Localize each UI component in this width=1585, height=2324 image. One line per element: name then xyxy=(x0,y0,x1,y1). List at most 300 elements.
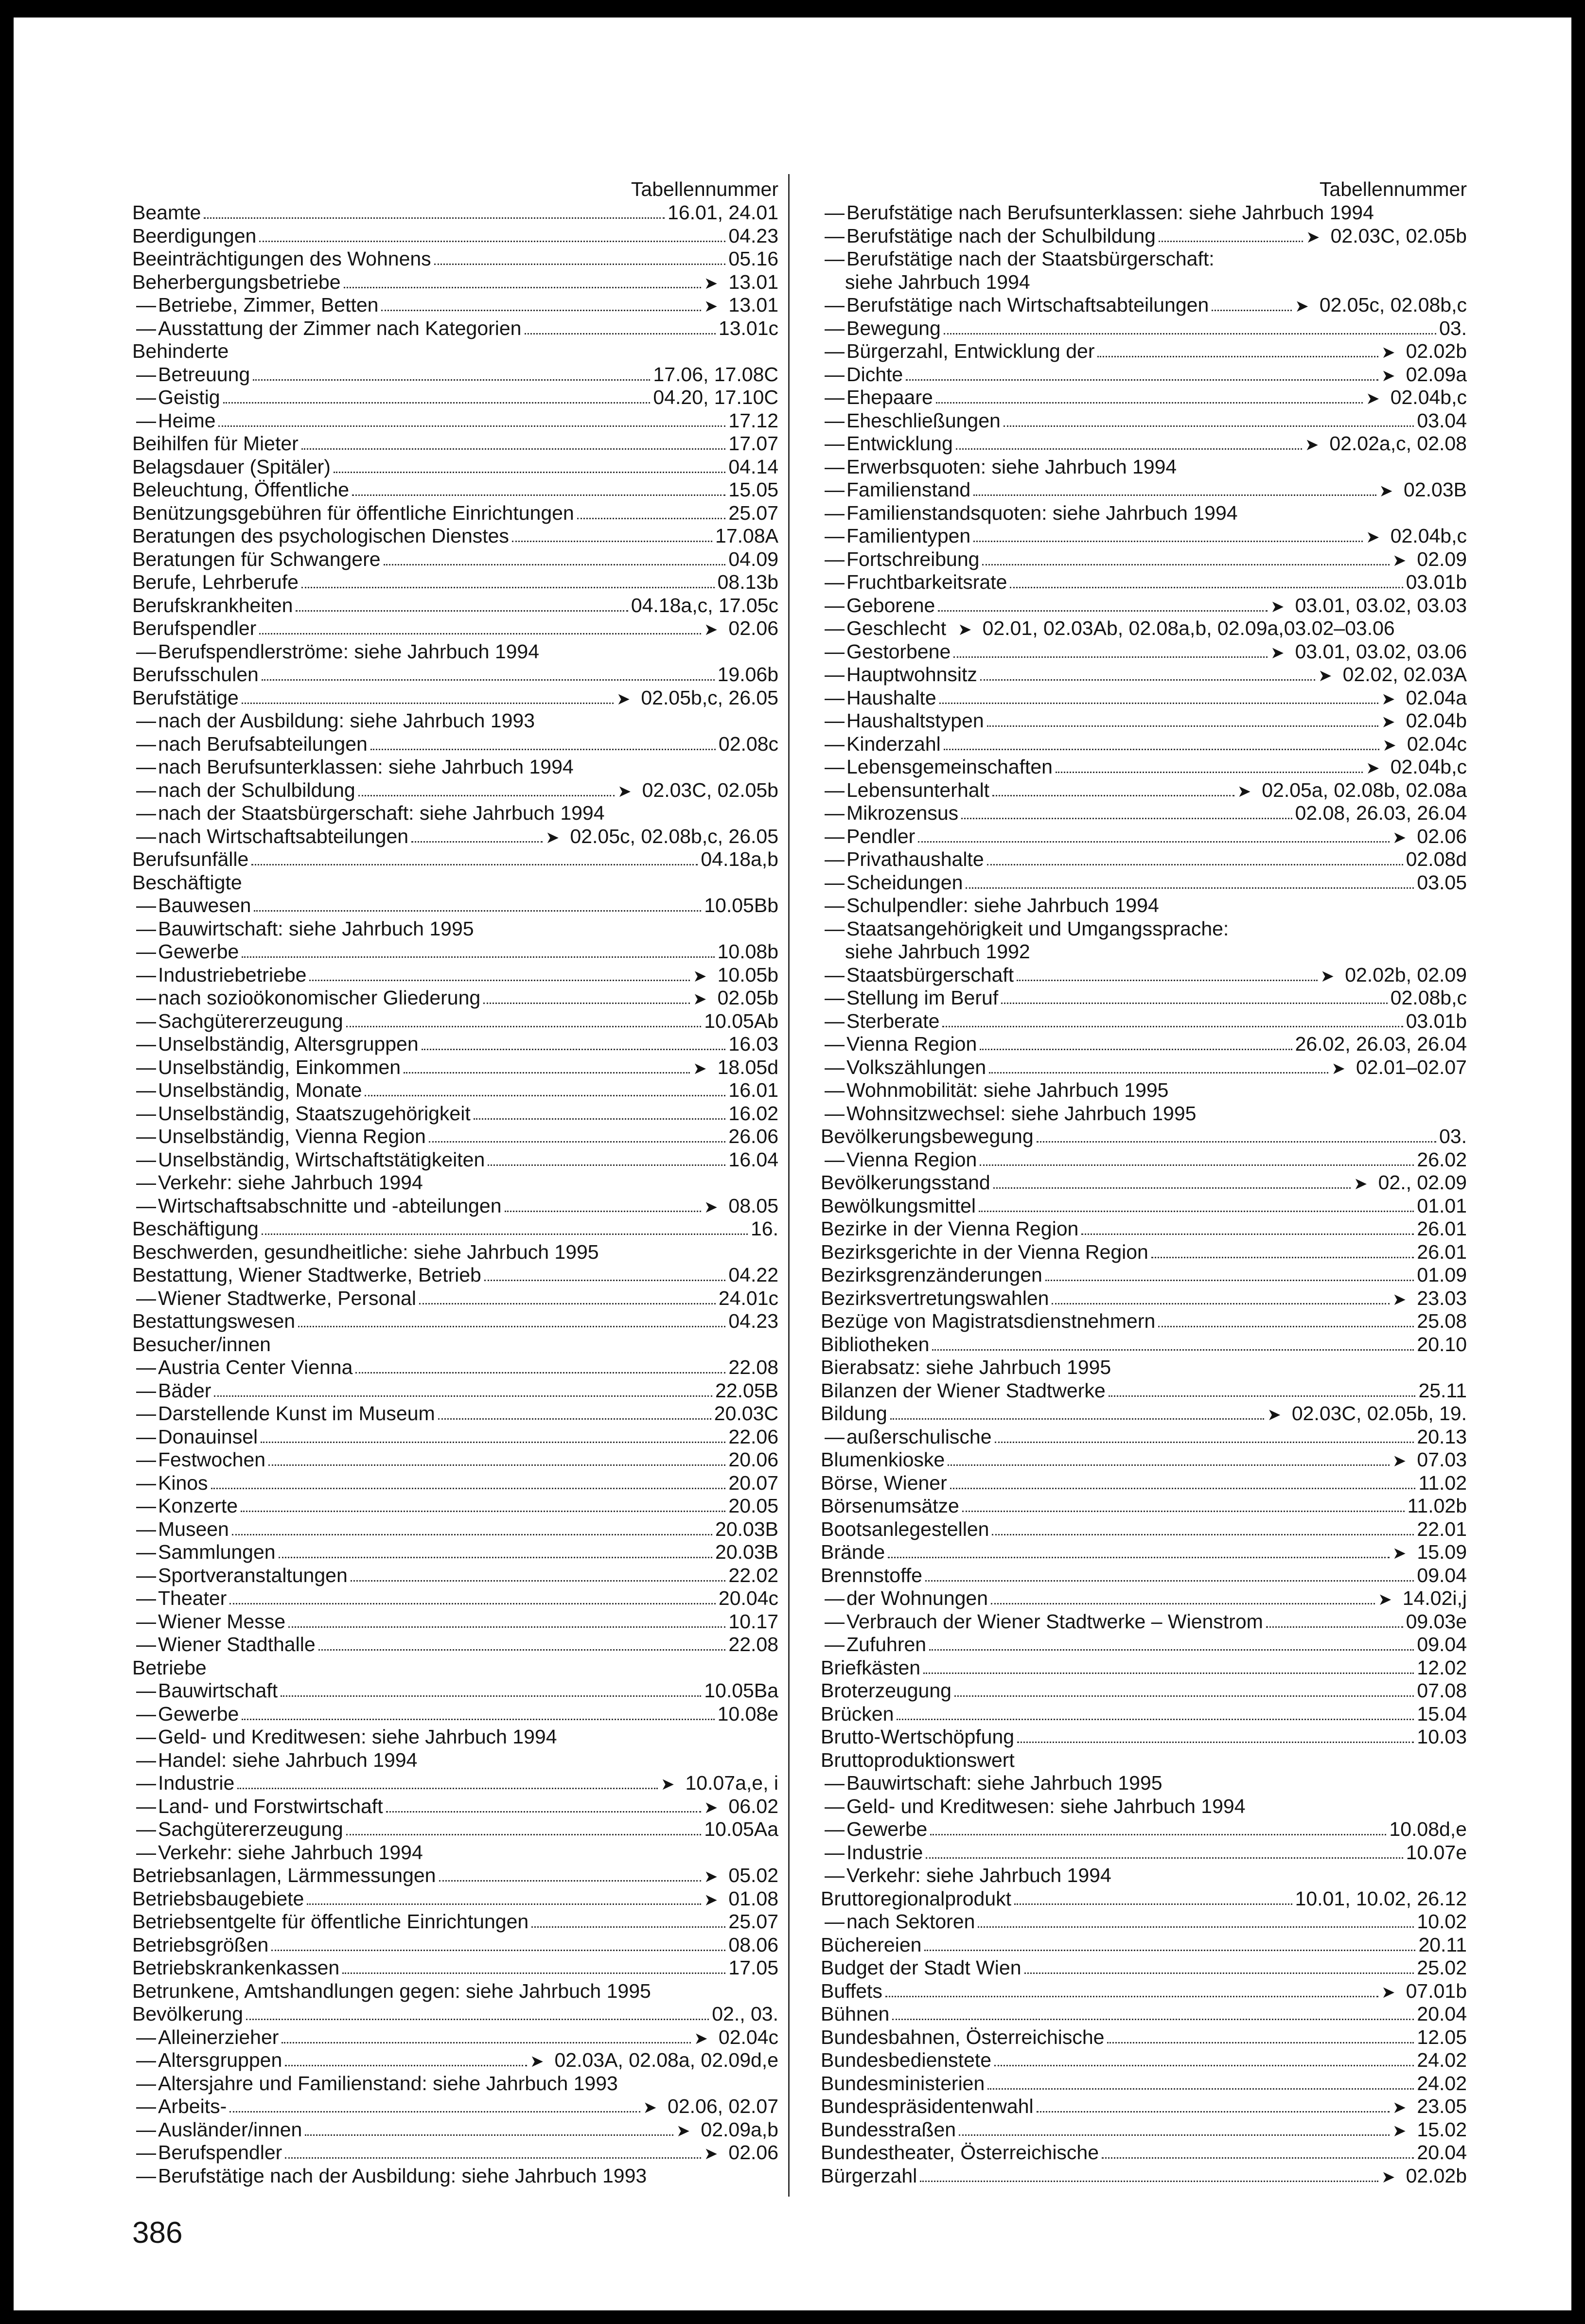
term-text: nach Berufsabteilungen xyxy=(158,732,368,755)
arrow-icon: ➤ xyxy=(704,1197,718,1216)
index-page xyxy=(14,18,1571,2310)
dot-leader xyxy=(229,2111,640,2113)
term-text: Unselbständig, Wirtschaftstätigkeiten xyxy=(158,1148,485,1171)
reference-text: 02.06, 02.07 xyxy=(668,2095,778,2117)
dot-leader xyxy=(924,1950,1415,1951)
table-reference xyxy=(1417,1910,1467,1934)
entry-term xyxy=(821,1541,885,1564)
table-reference xyxy=(1295,1887,1467,1911)
subentry-term xyxy=(132,1795,383,1818)
em-dash: — xyxy=(136,1495,156,1517)
reference-text: 02.02b xyxy=(1406,340,1467,362)
reference-text: 05.16 xyxy=(728,247,778,270)
em-dash: — xyxy=(136,1148,156,1171)
entry-term xyxy=(132,271,341,294)
dot-leader xyxy=(944,333,1436,335)
em-dash: — xyxy=(136,756,156,778)
index-entry xyxy=(132,1264,778,1287)
term-text: Unselbständig, Vienna Region xyxy=(158,1125,426,1147)
em-dash: — xyxy=(136,709,156,732)
dot-leader xyxy=(980,1049,1292,1050)
reference-text: 02.04b,c xyxy=(1390,756,1467,778)
entry-term xyxy=(132,571,299,594)
arrow-icon: ➤ xyxy=(1318,667,1332,685)
index-entry xyxy=(821,1125,1467,1148)
em-dash: — xyxy=(136,1633,156,1655)
index-entry xyxy=(821,1148,1467,1172)
term-text: nach Wirtschaftsabteilungen xyxy=(158,825,409,847)
term-text: Betriebe xyxy=(132,1656,207,1679)
index-entry xyxy=(821,2026,1467,2049)
reference-text: 12.05 xyxy=(1417,2025,1467,2048)
subentry-term xyxy=(132,964,306,987)
dot-leader xyxy=(1109,1395,1416,1397)
index-entry xyxy=(821,1195,1467,1218)
index-entry xyxy=(821,1287,1467,1310)
term-text: Betriebsanlagen, Lärmmessungen xyxy=(132,1864,436,1886)
entry-term xyxy=(821,2165,917,2188)
index-entry xyxy=(821,894,1467,917)
index-entry xyxy=(821,663,1467,687)
table-reference xyxy=(728,478,778,502)
dot-leader xyxy=(285,2157,701,2159)
reference-text: 17.12 xyxy=(728,409,778,432)
table-reference xyxy=(1381,2165,1467,2188)
reference-text: 09.04 xyxy=(1417,1564,1467,1586)
reference-text: 16.04 xyxy=(728,1148,778,1171)
dot-leader xyxy=(923,1673,1414,1674)
term-text: Geschlecht xyxy=(846,617,947,639)
arrow-icon: ➤ xyxy=(704,1867,718,1886)
dot-leader xyxy=(987,2088,1414,2090)
table-reference xyxy=(1417,1241,1467,1264)
term-text: Konzerte xyxy=(158,1495,238,1517)
index-entry xyxy=(132,1379,778,1403)
table-reference xyxy=(1417,2141,1467,2165)
table-reference xyxy=(1392,2118,1467,2142)
index-entry xyxy=(132,940,778,964)
index-column-left xyxy=(132,177,778,2187)
reference-text: 02.04b,c xyxy=(1390,386,1467,408)
em-dash: — xyxy=(136,1610,156,1633)
index-entry xyxy=(821,1864,1467,1887)
index-entry xyxy=(821,802,1467,825)
entry-term xyxy=(132,456,331,479)
table-reference xyxy=(1418,1934,1467,1957)
dot-leader xyxy=(973,494,1376,496)
term-text: Verkehr: siehe Jahrbuch 1994 xyxy=(846,1864,1111,1886)
reference-text: 02.05b,c, 26.05 xyxy=(641,686,778,709)
term-text: Behinderte xyxy=(132,340,229,362)
table-reference xyxy=(631,594,778,617)
term-text: Beherbergungsbetriebe xyxy=(132,270,341,293)
table-reference xyxy=(701,848,778,871)
table-reference xyxy=(704,1195,778,1218)
reference-text: 11.02b xyxy=(1407,1495,1467,1517)
subentry-term xyxy=(132,894,251,917)
term-text: Heime xyxy=(158,409,216,432)
index-entry xyxy=(132,640,778,664)
dot-leader xyxy=(953,656,1268,658)
subentry-term xyxy=(821,1633,926,1656)
index-entry xyxy=(132,1818,778,1841)
em-dash: — xyxy=(825,1079,845,1101)
table-reference xyxy=(714,1402,778,1426)
term-text: Bibliotheken xyxy=(821,1333,930,1356)
reference-text: 03.01, 03.02, 03.03 xyxy=(1295,594,1467,616)
table-reference xyxy=(719,733,778,756)
entry-term xyxy=(132,1887,304,1911)
term-text: Altersgruppen xyxy=(158,2049,282,2071)
subentry-term xyxy=(821,640,951,664)
table-reference xyxy=(728,1033,778,1056)
table-reference xyxy=(1392,1448,1467,1472)
index-entry xyxy=(821,986,1467,1010)
arrow-icon: ➤ xyxy=(1237,782,1251,801)
em-dash: — xyxy=(136,2049,156,2071)
em-dash: — xyxy=(825,640,845,663)
term-text: Bundesstraßen xyxy=(821,2118,956,2141)
reference-text: 03. xyxy=(1439,317,1467,339)
dot-leader xyxy=(1004,425,1414,427)
table-reference xyxy=(1366,525,1467,548)
dot-leader xyxy=(987,725,1378,727)
index-entry xyxy=(132,1956,778,1980)
index-entry xyxy=(821,1956,1467,1980)
arrow-icon: ➤ xyxy=(704,1890,718,1909)
term-text: Bundespräsidentenwahl xyxy=(821,2095,1034,2117)
em-dash: — xyxy=(825,1610,845,1633)
reference-text: 10.07e xyxy=(1406,1841,1467,1864)
entry-term xyxy=(132,1956,339,1980)
em-dash: — xyxy=(825,594,845,616)
index-entry xyxy=(821,1772,1467,1795)
term-text: Staatsbürgerschaft xyxy=(846,963,1014,986)
entry-term xyxy=(132,340,229,363)
index-entry xyxy=(132,1980,778,2003)
entry-term xyxy=(821,1495,959,1518)
index-entry xyxy=(821,1749,1467,1772)
em-dash: — xyxy=(825,525,845,547)
term-text: Bierabsatz: siehe Jahrbuch 1995 xyxy=(821,1356,1111,1378)
index-entry xyxy=(821,1171,1467,1195)
term-text: Fruchtbarkeitsrate xyxy=(846,571,1007,593)
em-dash: — xyxy=(825,1102,845,1125)
reference-text: 02.03C, 02.05b xyxy=(642,778,778,801)
dot-leader xyxy=(1001,1003,1387,1004)
em-dash: — xyxy=(136,1748,156,1771)
dot-leader xyxy=(296,610,628,612)
reference-text: 25.11 xyxy=(1418,1379,1467,1402)
arrow-icon: ➤ xyxy=(1267,1406,1281,1424)
table-reference xyxy=(1439,1125,1467,1148)
table-reference xyxy=(1417,1956,1467,1980)
index-entry xyxy=(821,548,1467,571)
dot-leader xyxy=(978,1926,1414,1928)
entry-term xyxy=(821,1195,976,1218)
reference-text: 17.08A xyxy=(715,525,778,547)
term-text: Vienna Region xyxy=(846,1148,977,1171)
subentry-term xyxy=(132,1010,343,1033)
em-dash: — xyxy=(825,1148,845,1171)
index-entry xyxy=(132,1472,778,1495)
dot-leader xyxy=(268,1464,725,1466)
dot-leader xyxy=(525,333,716,335)
index-entry xyxy=(132,1125,778,1148)
em-dash: — xyxy=(136,409,156,432)
dot-leader xyxy=(1024,1972,1414,1974)
em-dash: — xyxy=(136,940,156,963)
subentry-term xyxy=(821,663,977,687)
arrow-icon: ➤ xyxy=(617,782,632,801)
index-entry xyxy=(821,1426,1467,1449)
dot-leader xyxy=(1107,2042,1414,2043)
index-entry xyxy=(821,940,1467,964)
subentry-term xyxy=(132,986,480,1010)
index-entry xyxy=(132,2118,778,2142)
subentry-term xyxy=(821,871,963,895)
term-text: Berufstätige nach Wirtschaftsabteilungen xyxy=(846,294,1209,316)
table-reference xyxy=(715,1379,778,1403)
table-reference xyxy=(728,1633,778,1656)
subentry-term xyxy=(132,2049,282,2072)
index-entry xyxy=(132,1679,778,1703)
dot-leader xyxy=(982,564,1389,565)
entry-term xyxy=(821,1333,929,1356)
dot-leader xyxy=(229,1603,716,1604)
reference-text: 03.05 xyxy=(1417,871,1467,894)
term-text: Bevölkerung xyxy=(132,2003,243,2025)
index-entry xyxy=(821,2165,1467,2188)
subentry-term xyxy=(132,1472,208,1495)
table-reference xyxy=(1417,1195,1467,1218)
subentry-term xyxy=(821,964,1014,987)
dot-leader xyxy=(932,1349,1414,1351)
index-entry xyxy=(132,1102,778,1126)
subentry-term xyxy=(821,825,915,848)
entry-term xyxy=(821,1956,1021,1980)
term-text: Vienna Region xyxy=(846,1033,977,1055)
em-dash: — xyxy=(136,1564,156,1586)
table-reference xyxy=(704,617,778,640)
term-text: Belagsdauer (Spitäler) xyxy=(132,455,331,478)
table-reference xyxy=(1321,964,1467,987)
arrow-icon: ➤ xyxy=(1379,482,1393,500)
entry-term xyxy=(132,1217,259,1241)
term-text: Bruttoregionalprodukt xyxy=(821,1887,1012,1910)
dot-leader xyxy=(204,217,665,219)
term-text: außerschulische xyxy=(846,1425,992,1448)
arrow-icon: ➤ xyxy=(1381,2167,1395,2186)
term-text: Verkehr: siehe Jahrbuch 1994 xyxy=(158,1171,423,1194)
reference-text: 02.08c xyxy=(718,732,778,755)
arrow-icon: ➤ xyxy=(661,1775,675,1794)
table-reference xyxy=(728,456,778,479)
dot-leader xyxy=(993,1187,1351,1189)
arrow-icon: ➤ xyxy=(693,1059,707,1078)
dot-leader xyxy=(926,1857,1403,1859)
reference-text: 26.02, 26.03, 26.04 xyxy=(1295,1033,1467,1055)
term-text: Geld- und Kreditwesen: siehe Jahrbuch 1994 xyxy=(158,1725,557,1748)
index-entry xyxy=(132,848,778,871)
entry-term xyxy=(132,1864,436,1887)
dot-leader xyxy=(1151,1257,1414,1258)
reference-text: 25.07 xyxy=(728,501,778,524)
table-reference xyxy=(728,1934,778,1957)
term-text: Darstellende Kunst im Museum xyxy=(158,1402,435,1425)
reference-text: 10.05Ab xyxy=(704,1009,778,1032)
entry-term xyxy=(821,2003,889,2026)
term-text: Beeinträchtigungen des Wohnens xyxy=(132,247,431,270)
term-text: Bürgerzahl xyxy=(821,2164,917,2187)
em-dash: — xyxy=(825,686,845,709)
index-entry xyxy=(132,1725,778,1749)
reference-text: 16.02 xyxy=(728,1102,778,1125)
dot-leader xyxy=(1010,587,1403,588)
index-entry xyxy=(821,247,1467,271)
subentry-term xyxy=(132,1102,471,1126)
reference-text: 17.06, 17.08C xyxy=(653,363,778,386)
index-entry xyxy=(132,294,778,317)
table-reference xyxy=(1270,594,1467,617)
subentry-term xyxy=(821,225,1156,248)
table-reference xyxy=(1392,1541,1467,1564)
index-entry xyxy=(132,894,778,917)
em-dash: — xyxy=(136,732,156,755)
reference-text: 10.08e xyxy=(717,1702,778,1725)
dot-leader xyxy=(358,795,615,796)
entry-term xyxy=(821,1287,1049,1310)
table-reference xyxy=(1417,2003,1467,2026)
term-text: Altersjahre und Familienstand: siehe Jahrbuch 1993 xyxy=(158,2072,618,2095)
term-text: Wiener Messe xyxy=(158,1610,286,1633)
em-dash: — xyxy=(825,778,845,801)
em-dash: — xyxy=(825,1864,845,1886)
entry-term xyxy=(821,1725,1014,1749)
subentry-term xyxy=(132,1725,557,1749)
term-text: nach der Schulbildung xyxy=(158,778,355,801)
em-dash: — xyxy=(825,1633,845,1655)
em-dash: — xyxy=(136,1402,156,1425)
table-reference xyxy=(728,1426,778,1449)
term-text: Museen xyxy=(158,1517,229,1540)
term-text: Bauwirtschaft xyxy=(158,1679,278,1702)
index-entry xyxy=(821,225,1467,248)
em-dash: — xyxy=(825,732,845,755)
dot-leader xyxy=(920,2181,1378,2182)
table-reference xyxy=(1417,1633,1467,1656)
arrow-icon: ➤ xyxy=(693,990,707,1008)
subentry-term xyxy=(132,825,408,848)
dot-leader xyxy=(214,1395,712,1397)
entry-term xyxy=(821,1379,1106,1403)
dot-leader xyxy=(918,841,1390,843)
index-entry xyxy=(821,709,1467,733)
reference-text: 05.02 xyxy=(728,1864,778,1886)
reference-text: 02.04c xyxy=(1407,732,1467,755)
entry-term xyxy=(821,1241,1148,1264)
table-reference xyxy=(1306,225,1467,248)
dot-leader xyxy=(305,2134,673,2136)
dot-leader xyxy=(422,1049,726,1050)
subentry-term xyxy=(132,709,535,733)
table-reference xyxy=(1406,848,1467,871)
index-entry xyxy=(821,1518,1467,1541)
subentry-term xyxy=(821,571,1007,594)
term-text: Berufspendler xyxy=(158,2141,282,2164)
term-text: Büchereien xyxy=(821,1933,922,1956)
index-entry xyxy=(821,2003,1467,2026)
subentry-term xyxy=(132,294,378,317)
table-reference xyxy=(661,1772,778,1795)
subentry-term xyxy=(132,2095,227,2118)
term-text: Brände xyxy=(821,1541,885,1563)
reference-text: 09.04 xyxy=(1417,1633,1467,1655)
term-text: Berufstätige nach der Staatsbürgerschaft: xyxy=(846,247,1215,270)
index-entry xyxy=(821,2072,1467,2095)
arrow-icon: ➤ xyxy=(643,2098,657,2117)
dot-leader xyxy=(381,310,701,311)
subentry-term xyxy=(132,1148,485,1172)
em-dash: — xyxy=(825,756,845,778)
term-text: Bezüge von Magistratsdienstnehmern xyxy=(821,1310,1156,1332)
reference-text: 15.05 xyxy=(728,478,778,501)
entry-term xyxy=(821,2026,1104,2049)
subentry-term xyxy=(821,1841,923,1865)
table-reference xyxy=(1439,317,1467,340)
column-divider xyxy=(788,174,790,2197)
index-entry xyxy=(132,1426,778,1449)
index-entry xyxy=(821,340,1467,363)
em-dash: — xyxy=(136,1818,156,1840)
reference-text: 20.11 xyxy=(1418,1933,1467,1956)
index-entry xyxy=(132,1703,778,1726)
index-entry xyxy=(132,1287,778,1310)
reference-text: 07.08 xyxy=(1417,1679,1467,1702)
entry-term xyxy=(132,2003,243,2026)
subentry-term xyxy=(821,1148,977,1172)
subentry-term xyxy=(821,1818,927,1841)
reference-text: 20.10 xyxy=(1417,1333,1467,1356)
index-entry xyxy=(132,802,778,825)
term-text: Bauwesen xyxy=(158,894,251,916)
term-text: Berufsschulen xyxy=(132,663,259,686)
term-text: Beleuchtung, Öffentliche xyxy=(132,478,349,501)
em-dash: — xyxy=(825,547,845,570)
table-reference xyxy=(1381,363,1467,387)
term-text: Bewölkungsmittel xyxy=(821,1194,976,1217)
entry-term xyxy=(821,1980,882,2003)
table-reference xyxy=(1417,1656,1467,1680)
subentry-term xyxy=(821,779,989,802)
arrow-icon: ➤ xyxy=(1392,1544,1407,1563)
subentry-term xyxy=(132,1287,416,1310)
dot-leader xyxy=(346,1834,702,1835)
reference-text: 03.01, 03.02, 03.06 xyxy=(1295,640,1467,663)
term-text: Sachgütererzeugung xyxy=(158,1009,343,1032)
index-entry xyxy=(821,478,1467,502)
table-reference xyxy=(1392,2095,1467,2118)
index-entry xyxy=(821,1656,1467,1680)
dot-leader xyxy=(959,2134,1390,2136)
reference-text: 17.07 xyxy=(728,432,778,455)
arrow-icon: ➤ xyxy=(1381,1983,1395,2002)
dot-leader xyxy=(1052,1303,1389,1304)
term-text: nach der Ausbildung: siehe Jahrbuch 1993 xyxy=(158,709,535,732)
reference-text: 02.05b xyxy=(717,986,778,1009)
subentry-term xyxy=(132,1033,419,1056)
term-text: Beamte xyxy=(132,201,201,224)
